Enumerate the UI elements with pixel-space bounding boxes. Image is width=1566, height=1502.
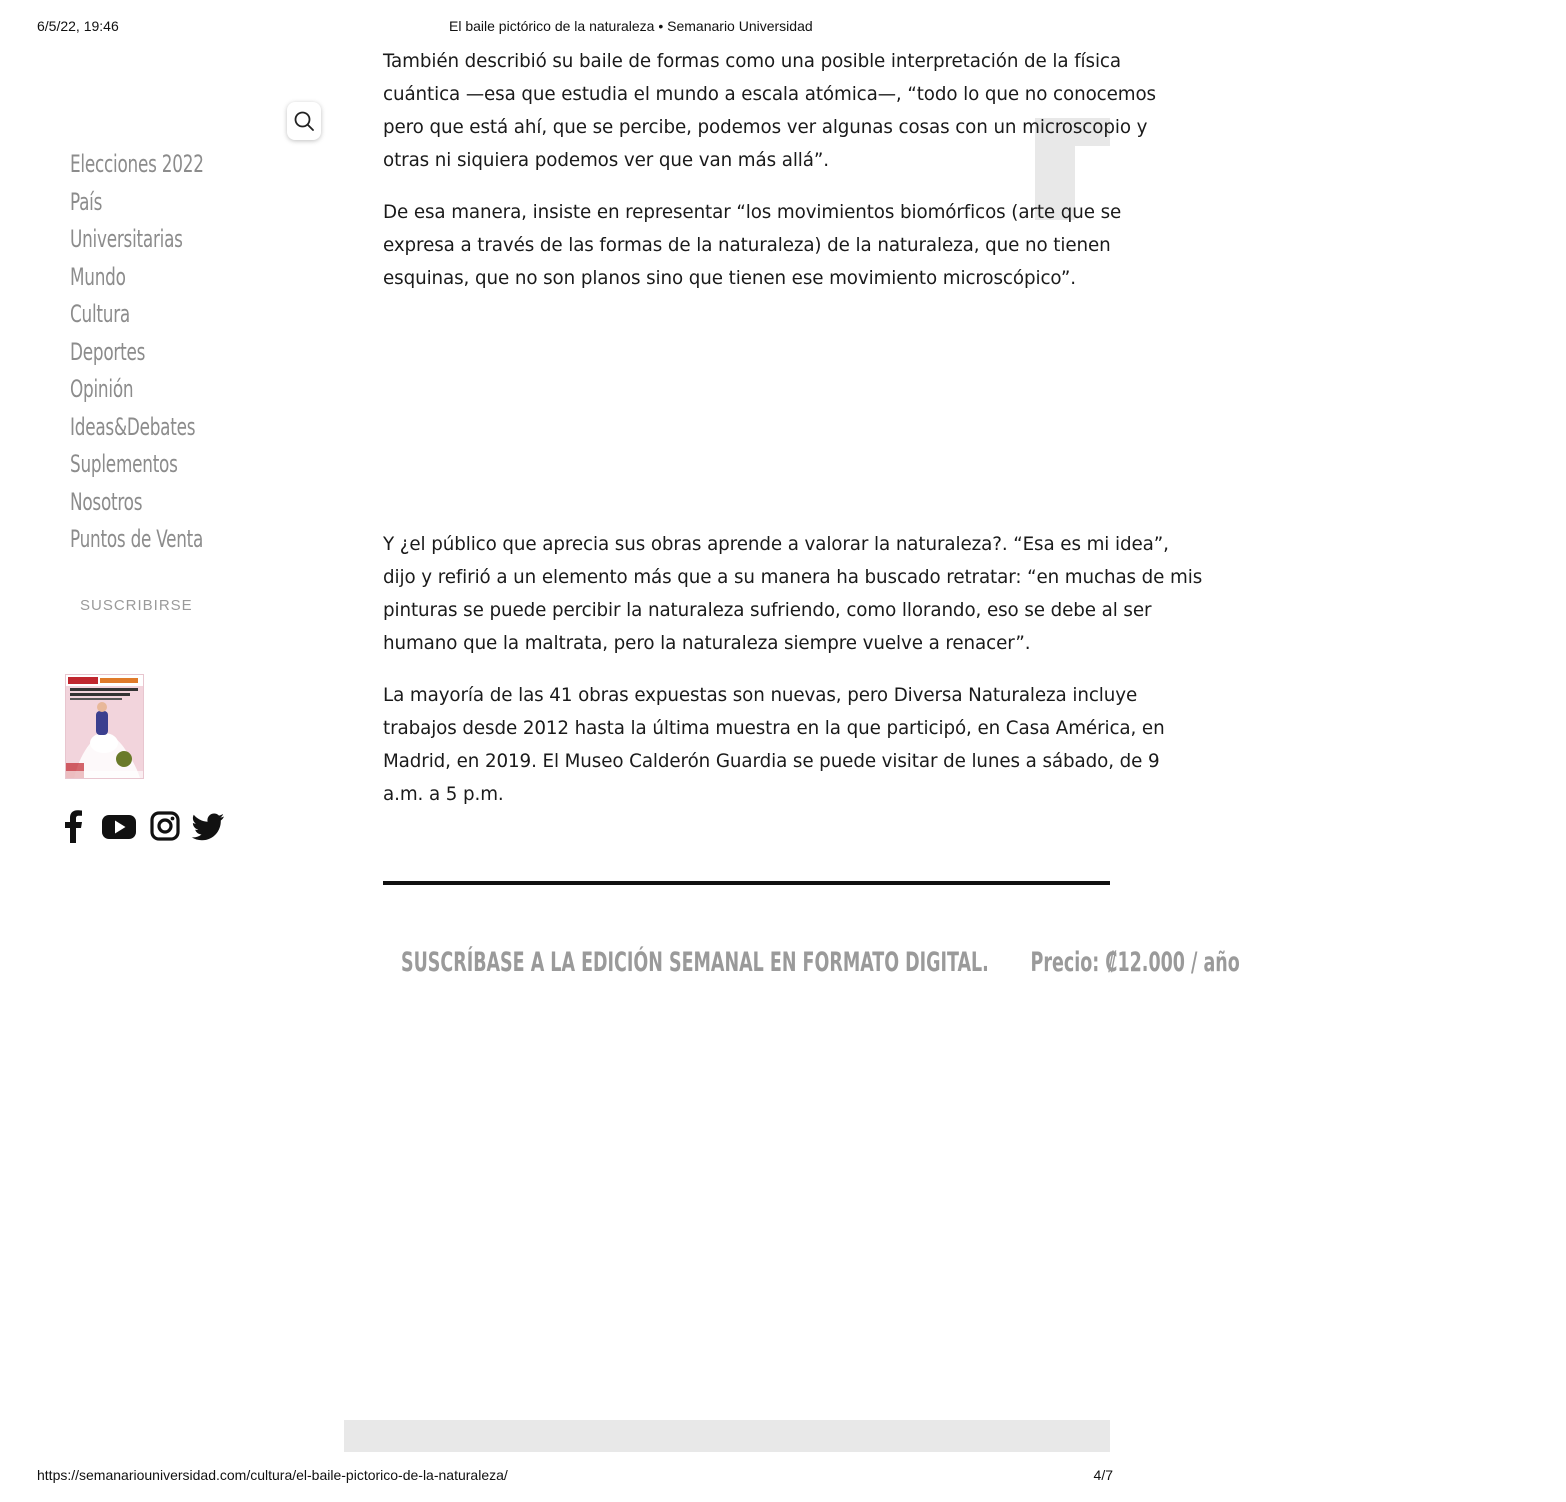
nav-item-cultura[interactable]: Cultura [70,300,130,328]
print-page-number: 4/7 [1093,1467,1113,1483]
instagram-icon[interactable] [146,808,184,844]
search-button[interactable] [287,102,321,140]
text-line: De esa manera, insiste en representar “los movimientos biomórficos (arte que se [383,202,1122,223]
text-line: otras ni siquiera podemos ver que van más allá”. [383,150,829,171]
cover-illustration [66,675,143,778]
magazine-cover-image[interactable] [65,674,144,779]
nav-item-universitarias[interactable]: Universitarias [70,225,183,253]
text-line: Y ¿el público que aprecia sus obras aprende a valorar la naturaleza?. “Esa es mi idea”, [383,534,1169,555]
promo-headline[interactable]: SUSCRÍBASE A LA EDICIÓN SEMANAL EN FORMATO DIGITAL. [401,947,989,978]
text-line: Madrid, en 2019. El Museo Calderón Guardia se puede visitar de lunes a sábado, de 9 [383,751,1160,772]
print-footer [0,1467,1158,1487]
text-line: trabajos desde 2012 hasta la última muestra en la que participó, en Casa América, en [383,718,1165,739]
paragraph [383,45,1156,177]
nav-item-opinion[interactable]: Opinión [70,375,134,403]
paragraph [383,679,1165,811]
text-line: a.m. a 5 p.m. [383,784,504,805]
print-url: https://semanariouniversidad.com/cultura/el-baile-pictorico-de-la-naturaleza/ [37,1467,508,1483]
social-links [58,808,228,844]
text-line: expresa a través de las formas de la naturaleza) de la naturaleza, que no tienen [383,235,1111,256]
article-body-top [383,45,1156,295]
youtube-icon[interactable] [100,808,146,844]
subscription-promo[interactable] [401,947,1240,987]
paragraph [383,528,1203,660]
text-line: esquinas, que no son planos sino que tienen ese movimiento microscópico”. [383,268,1076,289]
text-line: humano que la maltrata, pero la naturaleza siempre vuelve a renacer”. [383,633,1031,654]
text-line: La mayoría de las 41 obras expuestas son nuevas, pero Diversa Naturaleza incluye [383,685,1138,706]
print-datetime: 6/5/22, 19:46 [37,18,119,34]
nav-item-suplementos[interactable]: Suplementos [70,450,178,478]
facebook-icon[interactable] [58,808,92,844]
text-line: pinturas se puede percibir la naturaleza sufriendo, como llorando, eso se debe al ser [383,600,1152,621]
nav-item-nosotros[interactable]: Nosotros [70,487,143,516]
print-header [0,18,1158,38]
twitter-icon[interactable] [188,808,228,844]
bottom-banner-placeholder [344,1420,1110,1452]
print-page-title: El baile pictórico de la naturaleza • Semanario Universidad [449,18,813,34]
nav-item-pais[interactable]: País [70,187,103,216]
nav-item-deportes[interactable]: Deportes [70,337,146,366]
promo-price: Precio: ₡12.000 / año [1030,947,1240,978]
text-line: cuántica —esa que estudia el mundo a escala atómica—, “todo lo que no conocemos [383,84,1156,105]
nav-item-ideas-debates[interactable]: Ideas&Debates [70,412,196,441]
nav-item-elecciones[interactable]: Elecciones 2022 [70,150,204,178]
text-line: dijo y refirió a un elemento más que a su manera ha buscado retratar: “en muchas de mis [383,567,1203,588]
nav-item-puntos-de-venta[interactable]: Puntos de Venta [70,525,204,553]
article-body-bottom [383,528,1203,811]
search-icon [293,110,315,132]
section-divider [383,881,1110,885]
nav-item-mundo[interactable]: Mundo [70,262,126,291]
text-line: pero que está ahí, que se percibe, podemos ver algunas cosas con un microscopio y [383,117,1148,138]
text-line: También describió su baile de formas como una posible interpretación de la física [383,51,1121,72]
sidebar-nav [70,146,241,559]
paragraph [383,196,1122,295]
subscribe-link[interactable]: SUSCRIBIRSE [80,597,193,614]
